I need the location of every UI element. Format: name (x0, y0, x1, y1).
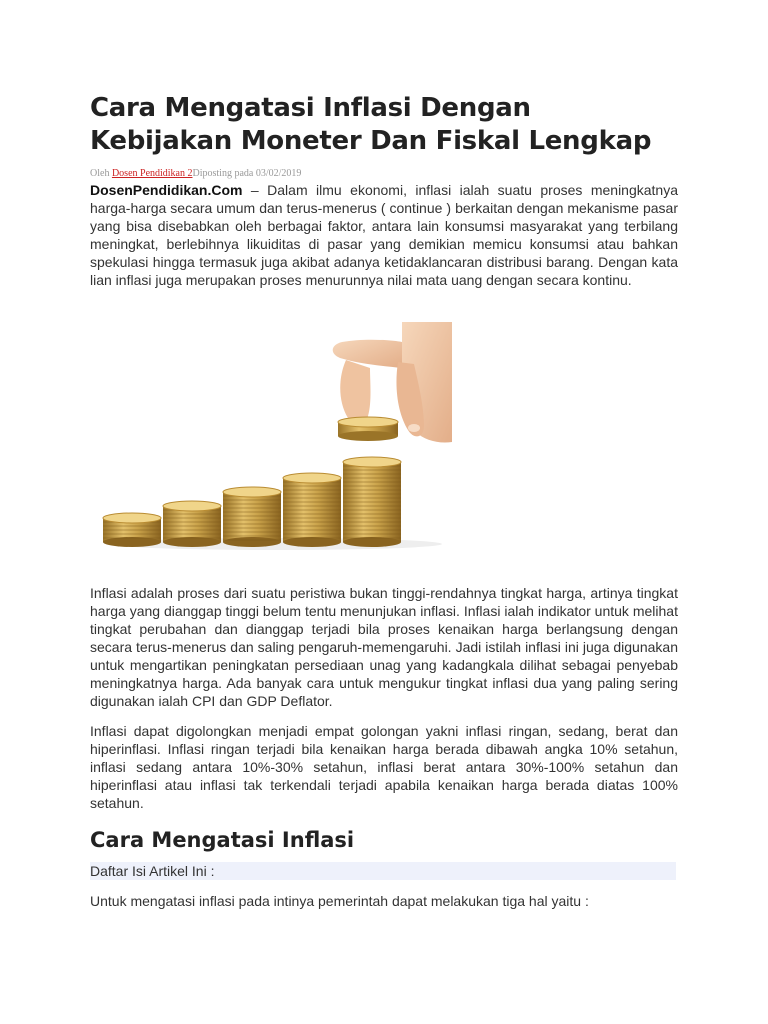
intro-text: – Dalam ilmu ekonomi, inflasi ialah suatu proses meningkatnya harga-harga secara umum dan terus-menerus ( continue ) berkaitan dengan mekanisme pasar yang bisa disebabkan oleh berbagai faktor, antara lain konsumsi masyarakat yang terbilang meningkat, berlebihnya likuiditas di pasar yang demikian memicu konsumsi atau bahkan spekulasi hingga termasuk juga akibat adanya ketidaklancaran distribusi barang. Dengan kata lian inflasi juga merupakan proses menurunnya nilai mata uang dengan secara kontinu. (90, 182, 678, 288)
intro-paragraph (90, 181, 678, 289)
coin-stack (283, 473, 341, 547)
table-of-contents-toggle[interactable]: Daftar Isi Artikel Ini : (90, 862, 676, 880)
site-name: DosenPendidikan.Com (90, 182, 243, 198)
posted-prefix: Diposting pada (192, 168, 256, 179)
coin-stack (103, 513, 161, 547)
section-heading: Cara Mengatasi Inflasi (90, 828, 355, 852)
paragraph-definition: Inflasi adalah proses dari suatu peristiwa bukan tinggi-rendahnya tingkat harga, artinya tingkat harga yang dianggap tinggi belum tentu menunjukan inflasi. Inflasi ialah indikator untuk melihat tingkat perubahan dan dianggap terjadi bila proses kenaikan harga berlangsung dengan secara terus-menerus dan saling pengaruh-memengaruhi. Jadi istilah inflasi ini juga digunakan untuk mengartikan peningkatan persediaan unag yang kadangkala dilihat sebagai penyebab meningkatnya harga. Ada banyak cara untuk mengukur tingkat inflasi dua yang paling sering digunakan ialah CPI dan GDP Deflator. (90, 585, 678, 709)
paragraph-categories: Inflasi dapat digolongkan menjadi empat golongan yakni inflasi ringan, sedang, berat dan hiperinflasi. Inflasi ringan terjadi bila kenaikan harga berada dibawah angka 10% setahun, inflasi sedang antara 10%-30% setahun, inflasi berat antara 30%-100% setahun dan hiperinflasi atau inflasi tak terkendali terjadi apabila kenaikan harga berada diatas 100% setahun. (90, 723, 678, 811)
coin-stack (223, 487, 281, 547)
post-date: 03/02/2019 (255, 168, 302, 179)
byline (90, 168, 301, 179)
coin-stacks-hand-image (102, 322, 452, 552)
held-coin (338, 417, 398, 441)
coin-stack (343, 457, 401, 547)
article-title: Cara Mengatasi Inflasi Dengan Kebijakan Moneter Dan Fiskal Lengkap (90, 93, 652, 156)
author-link[interactable]: Dosen Pendidikan 2 (111, 168, 193, 179)
paragraph-solutions-intro: Untuk mengatasi inflasi pada intinya pemerintah dapat melakukan tiga hal yaitu : (90, 893, 589, 909)
byline-prefix: Oleh (90, 168, 112, 179)
coin-stack (163, 501, 221, 547)
